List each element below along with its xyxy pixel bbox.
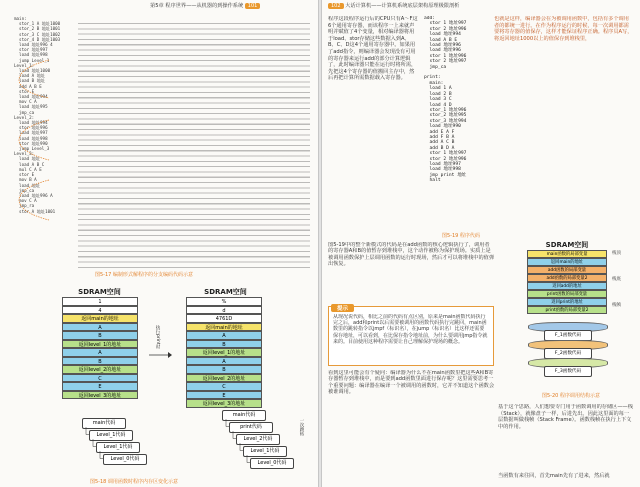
plate-label: F_2函数代码 (544, 348, 592, 359)
asm-listing: add: stor 1 地址997 stor 2 地址996 load 地址994 load A B E load 地址996 load 地址996 stor 1 地址996 stor 2 地址997 jmp_ca print: main: load 1 A load 2 B load 3 C load 4 D stor_1 地址996 stor_2 地址995 stor_3 地址994 load 地址990 add E A F add F B A add A C B add B D A stor 1 地址997 stor 2 地址996 load 地址997 load 地址998 jmp print 地址 halt (424, 16, 467, 184)
sdram-title-right: SDRAM空间 (204, 288, 247, 296)
annotation-notes (78, 20, 310, 268)
sdram2-cell: print函数的局部变量2 (527, 306, 607, 314)
call-tree-node: Level_0代码 (250, 458, 294, 469)
jump-side-label: 一次跳转 (299, 418, 304, 436)
flow-arrows (4, 20, 54, 250)
stack-cell: C (62, 374, 138, 383)
sdram2-cell: print函数的局部变量 (527, 290, 607, 298)
stack-cell: B (62, 357, 138, 366)
sdram2-cell: 返回print的地址 (527, 298, 607, 306)
call-tree-node: main代码 (82, 418, 126, 429)
sdram2-cell: add函数的局部变量2 (527, 274, 607, 282)
left-header (150, 2, 260, 12)
call-tree-node: Level_1代码 (96, 442, 140, 453)
stack-cell: A (186, 331, 262, 340)
figure-5-20-caption: 图5-20 程序调用结构示意 (542, 393, 600, 399)
stack-cell: A (186, 357, 262, 366)
stack-cell: 1 (62, 297, 138, 306)
sdram2-side-label: 栈帧 (612, 303, 621, 308)
left-page (0, 0, 318, 487)
sdram-title-left: SDRAM空间 (78, 288, 121, 296)
stack-cell: 返回level_1的地址 (186, 348, 262, 357)
tip-box (328, 306, 494, 366)
left-page-number: 101 (245, 3, 261, 9)
right-column-text: 也就是这样，编译器会在为被调用函数中，包括有多个调用者的都统一进行。在作为程序运行的时候，每一次调用都需要将寄存器的值保存，这样才能保证程序正确。程序员A写，将返回地址1000以上的值保存到堆栈里， (494, 16, 633, 42)
sdram2-cell: add函数的局部变量 (527, 266, 607, 274)
stack-cell: % (186, 297, 262, 306)
call-tree-connectors (216, 410, 276, 480)
call-tree-node: Level_1代码 (89, 430, 133, 441)
stack-cell: 返回level_3的地址 (186, 399, 262, 408)
footer-line: 当函数有来往回，首先main先有了进来，然后就 (498, 473, 610, 479)
stack-cell: B (186, 365, 262, 374)
plate-label: F_3函数代码 (544, 366, 592, 377)
plate-label: F_1函数代码 (544, 330, 592, 341)
sdram2-cell: main函数的局部变量 (527, 250, 607, 258)
stack-cell: B (186, 340, 262, 349)
paragraph-2: 图5-19中的整个新模式的代码是在add函数的核心逻辑执行了，调用者的寄存器A和B的值暂存到堆栈中，这个动作被称为保护现场。实质上是被调用函数保护上层调用函数的运行时现场，然后才可以将堆栈中的值弹出恢复。 (328, 242, 494, 268)
right-page-number: 102 (328, 3, 344, 9)
right-header-text: 大话计算机——计算机系统底层架构原理极限剖析 (345, 3, 460, 9)
call-tree-node: Level_1代码 (243, 446, 287, 457)
right-header (328, 2, 459, 12)
stack-cell: 返回main的地址 (62, 314, 138, 323)
stack-cell: d (186, 306, 262, 315)
call-tree-node: Level_0代码 (103, 454, 147, 465)
call-tree-node: Level_2代码 (236, 434, 280, 445)
tip-body: 从现况说代码，相比之前的代码有点区别，原来是main函数代码执行完之后，add和print以后需要被调用的函数代码执行完跳回，main函数里的跳转指令以jmpf（标识名），在jump（标识名）比这样还需要保存地址，可以看到，在比保存指令地址前，为什么要调用jmp指令就来的。目前使用这种程序需要让自己理解保护现场的概念。 (333, 314, 488, 345)
stack-cell: 返回level_2的地址 (186, 374, 262, 383)
stack-cell: A (62, 323, 138, 332)
stack-cell: 返回main的地址 (186, 323, 262, 332)
print-arrow-label: 执行print时 (155, 325, 160, 350)
sdram2-cell: 返回add的地址 (527, 282, 607, 290)
call-tree-node: print代码 (229, 422, 273, 433)
sdram2-cell: 返回main的地址 (527, 258, 607, 266)
call-tree-connectors (76, 418, 136, 487)
stack-cell: 4 (62, 306, 138, 315)
paragraph-4: 基于这个思路，人们想要专门用于函数调用的存储区——栈（Stack），就像盘子一样，后进先出。因此这里面的每一层数据叫做栈帧（Stack Frame）。函数栈帧在执行上下文中的作用。 (498, 404, 633, 430)
stack-cell: B (62, 331, 138, 340)
stack-cell: 4761D (186, 314, 262, 323)
sdram2-side-label: 栈底 (612, 277, 621, 282)
right-page (322, 0, 640, 487)
stack-cell: C (186, 382, 262, 391)
stack-cell: 返回level_2的地址 (62, 365, 138, 374)
figure-5-18-caption: 图5-18 调用函数时程序内存区变化示意 (90, 479, 178, 485)
stack-cell: E (186, 391, 262, 400)
tip-title: 提示 (331, 304, 354, 312)
sdram2-title: SDRAM空间 (545, 241, 589, 249)
figure-5-17-caption: 图5-17 编制形式解程序的分支编码代码示意 (95, 272, 193, 278)
paragraph-1: 程序这段程序运行后的CPU只有A～F这6个通用寄存器，而该程序一上来就声明并赋值了4个变量，相对编译器将用于load、stor存储这些数据入到A、B、C、D这4个通用寄存器中。如果用了add指令，则编译器会发现没有可用的寄存器来运行add的部分计算逻辑了，此时编译器只能在运行时将所需，先把这4个寄存器的值搬回主存中，然后再把计算所需数据载入寄存器。 (328, 16, 418, 82)
sdram2-side-label: 栈顶 (612, 251, 621, 256)
stack-cell: A (62, 348, 138, 357)
left-header-text: 第5章 程序世界——从机器的到操作系统 (150, 3, 244, 9)
figure-5-19-caption: 图5-19 程序代码 (442, 233, 480, 239)
stack-cell: E (62, 382, 138, 391)
stack-cell: 返回level_3的地址 (62, 391, 138, 400)
code-listing: main: stor_1 A 地址1000 stor_2 B 地址1001 stor_3 C 地址1002 stor_4 D 地址1003 load 地址996 4 stor 地址997 load 地址998 jump Level_1 Level_1: load 地址1000 load A 地址 load B 地址 add A B E stor E load 地址994 mov C A load 地址995 jmp_ca Level_2: load 地址994 stor 地址996 load 地址997 load 地址998 stor 地址990 jump Level_3 Level_3: load 地址 load A B C mul C A E stor E mov B A load 地址 jmp_ca load 地址996 A mov C A jmp_ra stor A 地址1001 (14, 16, 61, 214)
paragraph-3: 看到这里可能会有个疑问：编译器为什么不在main函数里把这些A和B寄存器暂存到堆栈中，而是要到add函数里面进行保存呢？这里需要思考一个重要问题：编译器在编译一个被调用的函数时，它并不知道这个函数会被谁调用。 (328, 370, 494, 396)
print-arrow (146, 325, 172, 385)
call-tree-node: main代码 (222, 410, 266, 421)
stack-cell: 返回level_1的地址 (62, 340, 138, 349)
